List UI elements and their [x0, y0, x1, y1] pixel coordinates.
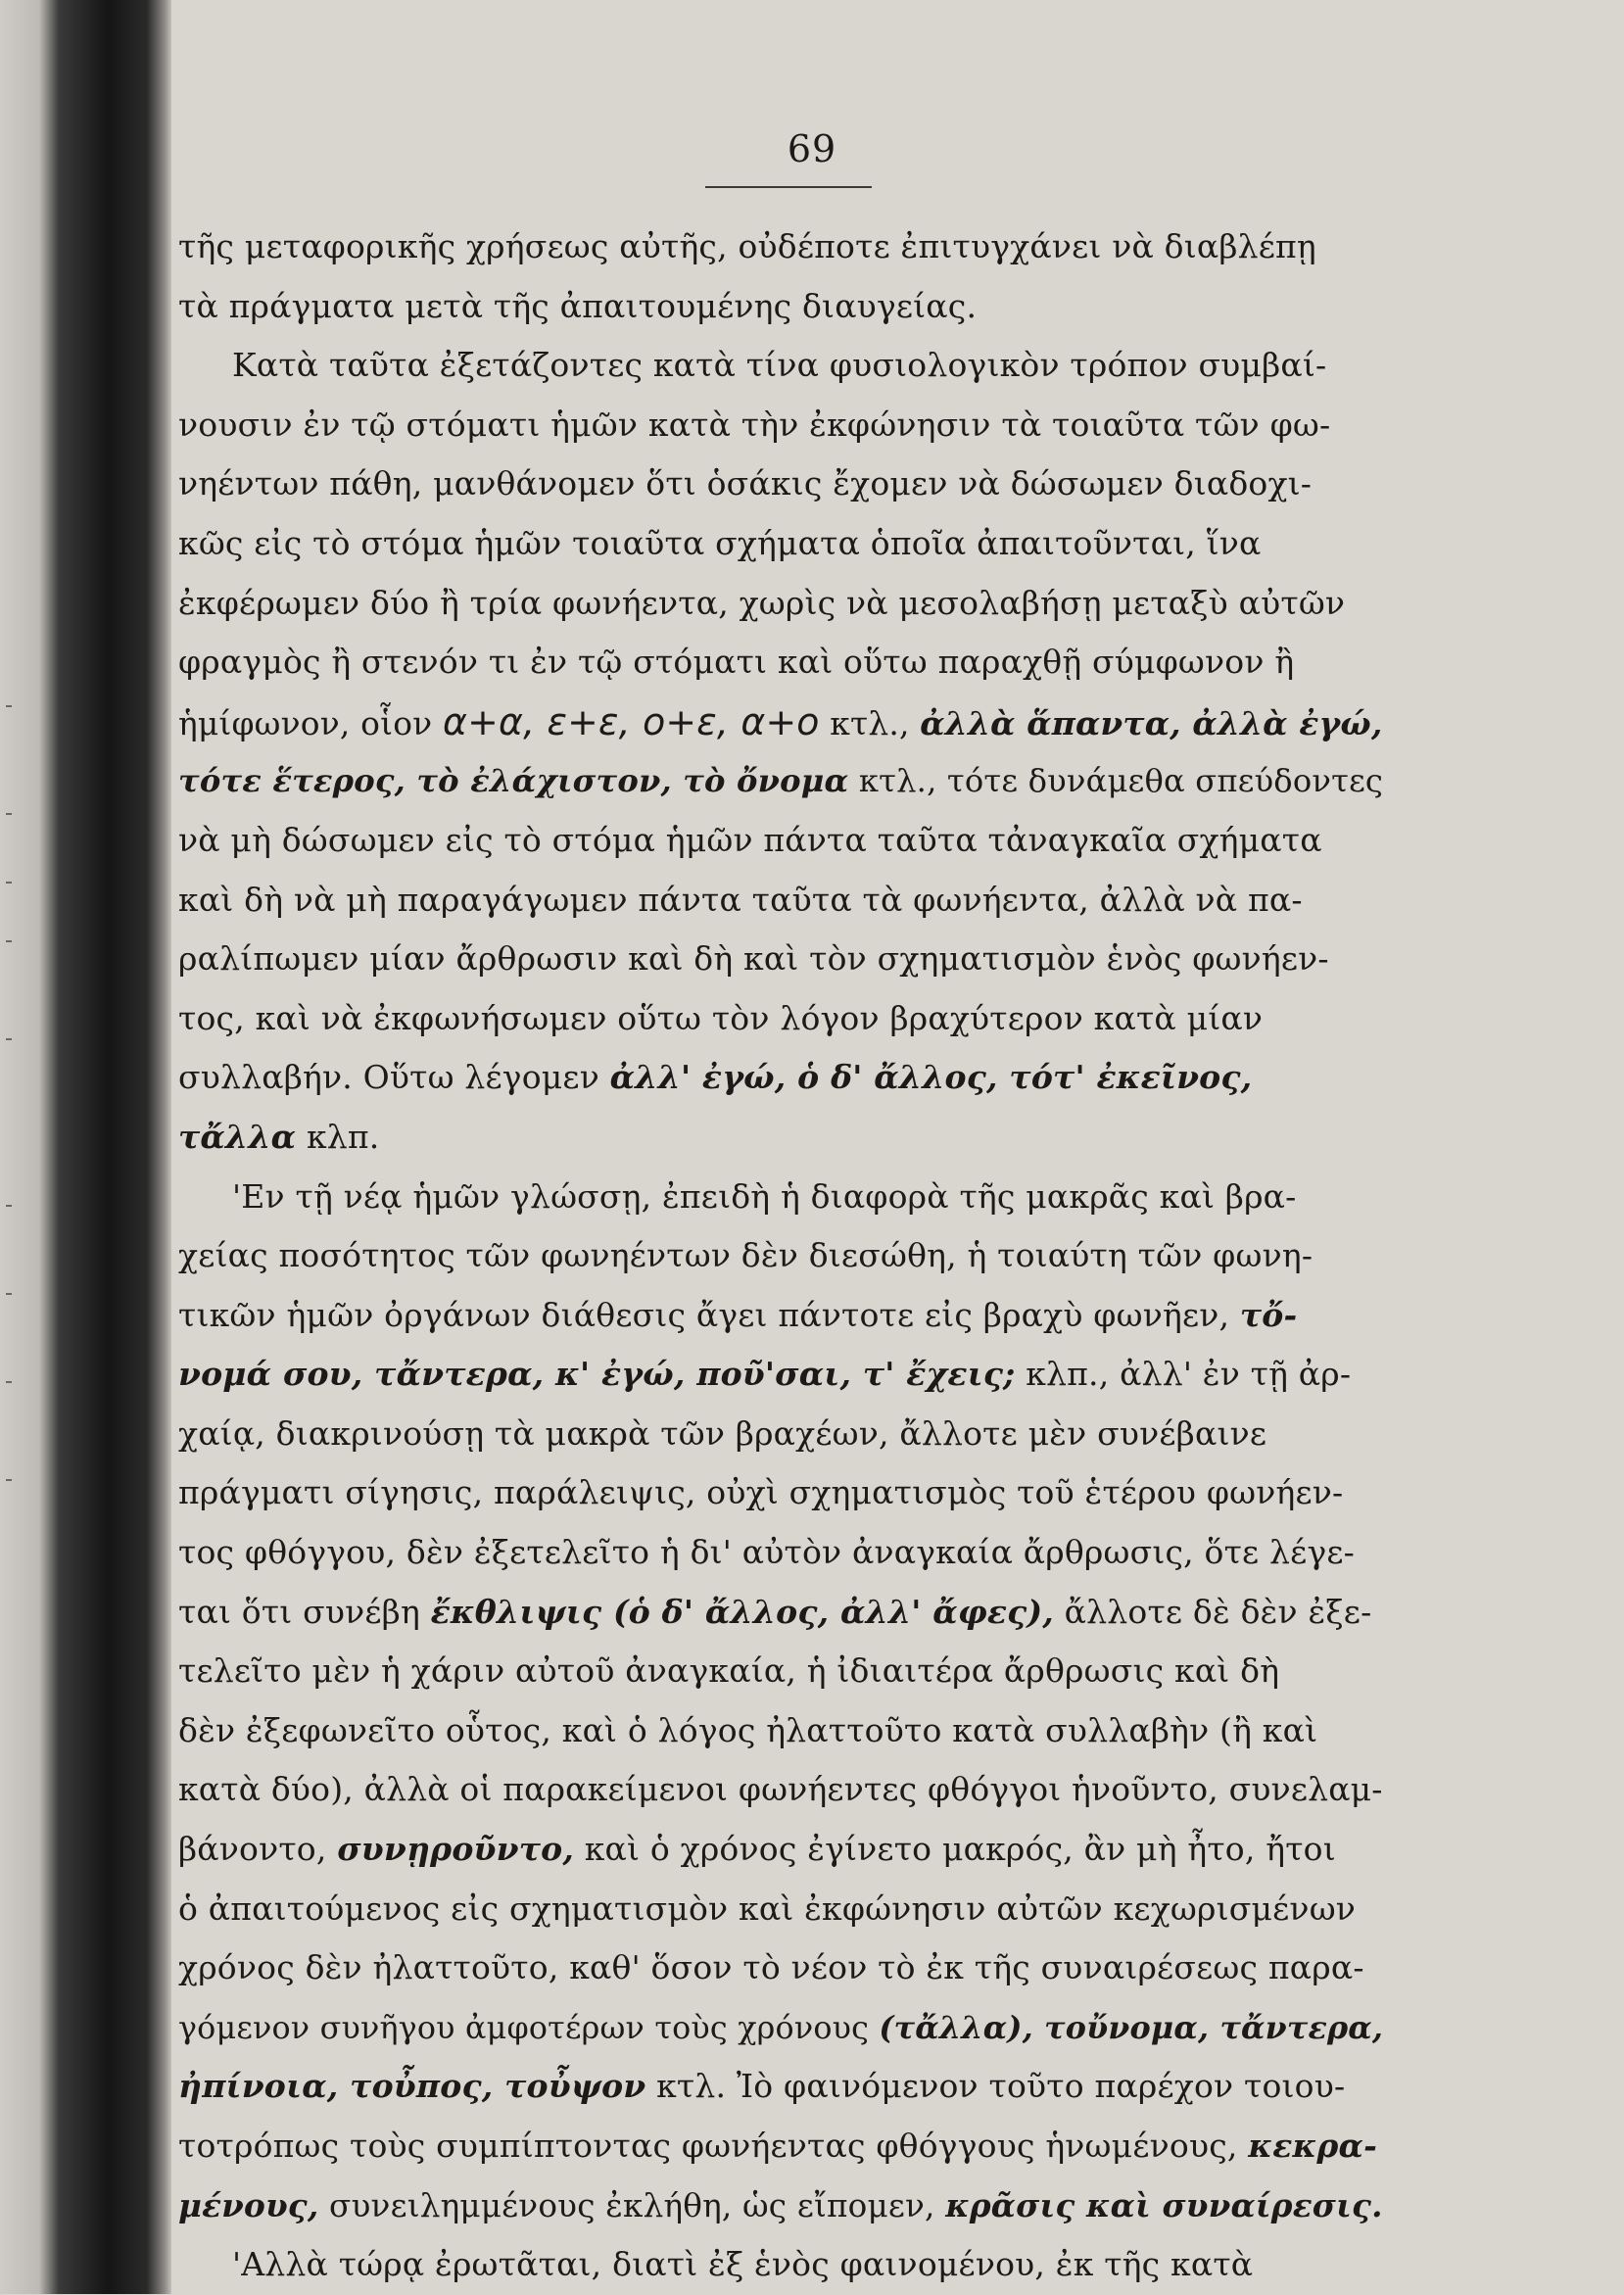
text-line — [178, 514, 1383, 574]
edge-mark — [6, 1293, 12, 1295]
text-segment: ὁ ἀπαιτούμενος εἰς σχηματισμὸν καὶ ἐκφώνησιν αὐτῶν κεχωρισμένων — [178, 1889, 1357, 1928]
text-line — [178, 277, 1383, 337]
text-segment: τος, καὶ νὰ ἐκφωνήσωμεν οὕτω τὸν λόγον βραχύτερον κατὰ μίαν — [178, 998, 1264, 1037]
edge-mark — [6, 1479, 12, 1481]
text-segment: ραλίπωμεν μίαν ἄρθρωσιν καὶ δὴ καὶ τὸν σχηματισμὸν ἑνὸς φωνήεν- — [178, 939, 1329, 979]
text-line — [178, 1938, 1383, 1998]
text-line — [178, 454, 1383, 514]
text-segment: νουσιν ἐν τῷ στόματι ἡμῶν κατὰ τὴν ἐκφώνησιν τὰ τοιαῦτα τῶν φω- — [178, 405, 1331, 444]
text-line — [178, 633, 1383, 693]
emphasized-text: συνῃροῦντο, — [337, 1830, 575, 1869]
text-segment: συλλαβήν. Οὕτω λέγομεν — [178, 1058, 610, 1097]
text-line — [178, 693, 1383, 752]
text-segment: κλπ., ἀλλ' ἐν τῇ ἀρ- — [1015, 1355, 1352, 1394]
emphasized-text: νομά σου, τἄντερα, κ' ἐγώ, ποῦ'σαι, τ' ἔχεις; — [178, 1355, 1016, 1394]
edge-mark — [6, 1038, 12, 1040]
text-segment: πράγματι σίγησις, παράλειψις, οὐχὶ σχηματισμὸς τοῦ ἑτέρου φωνήεν- — [178, 1473, 1344, 1512]
emphasized-text: ἔκθλιψις (ὁ δ' ἄλλος, ἀλλ' ἄφες), — [430, 1592, 1054, 1631]
edge-mark — [6, 705, 12, 707]
text-line — [178, 2235, 1383, 2295]
text-line — [178, 2117, 1383, 2176]
text-line — [178, 811, 1383, 871]
text-segment: 'Εν τῇ νέᾳ ἡμῶν γλώσσῃ, ἐπειδὴ ἡ διαφορὰ τῆς μακρᾶς καὶ βρα- — [232, 1176, 1297, 1216]
text-line — [178, 751, 1383, 811]
emphasized-text: τότε ἕτερος, τὸ ἐλάχιστον, τὸ ὄνομα — [178, 762, 849, 800]
emphasized-text: ἀλλὰ ἅπαντα, ἀλλὰ ἐγώ, — [920, 703, 1383, 742]
text-segment: 'Αλλὰ τώρᾳ ἐρωτᾶται, διατὶ ἐξ ἑνὸς φαινομένου, ἐκ τῆς κατὰ — [232, 2245, 1254, 2284]
text-line — [178, 2176, 1383, 2236]
text-line — [178, 1168, 1383, 1227]
text-line — [178, 1405, 1383, 1464]
emphasized-text: κρᾶσις καὶ συναίρεσις. — [945, 2185, 1383, 2224]
text-line — [178, 1760, 1383, 1820]
text-segment: κτλ., τότε δυνάμεθα σπεύδοντες — [848, 762, 1383, 800]
edge-mark — [6, 940, 12, 942]
text-segment: Κατὰ ταῦτα ἐξετάζοντες κατὰ τίνα φυσιολογικὸν τρόπον συμβαί- — [232, 346, 1327, 385]
edge-mark — [6, 882, 12, 884]
text-segment: κτλ. Ἰὸ φαινόμενον τοῦτο παρέχον τοιου- — [645, 2067, 1346, 2106]
text-segment: κῶς εἰς τὸ στόμα ἡμῶν τοιαῦτα σχήματα ὁποῖα ἀπαιτοῦνται, ἵνα — [178, 523, 1262, 562]
edge-marks — [0, 0, 20, 2294]
text-line — [178, 396, 1383, 455]
edge-mark — [6, 813, 12, 815]
text-line — [178, 217, 1383, 277]
text-line — [178, 336, 1383, 396]
text-segment: φραγμὸς ἢ στενόν τι ἐν τῷ στόματι καὶ οὕτω παραχθῇ σύμφωνον ἢ — [178, 643, 1295, 682]
text-segment: καὶ δὴ νὰ μὴ παραγάγωμεν πάντα ταῦτα τὰ φωνήεντα, ἀλλὰ νὰ πα- — [178, 880, 1303, 919]
text-line — [178, 1108, 1383, 1168]
emphasized-text: μένους, — [178, 2185, 319, 2224]
text-segment: κατὰ δύο), ἀλλὰ οἱ παρακείμενοι φωνήεντες φθόγγοι ἡνοῦντο, συνελαμ- — [178, 1770, 1383, 1809]
text-line — [178, 1523, 1383, 1583]
text-line — [178, 1286, 1383, 1346]
emphasized-text: τὄ- — [1239, 1295, 1298, 1334]
text-segment: τὰ πράγματα μετὰ τῆς ἀπαιτουμένης διαυγείας. — [178, 286, 978, 325]
text-segment: χρόνος δὲν ἠλαττοῦτο, καθ' ὅσον τὸ νέον τὸ ἐκ τῆς συναιρέσεως παρα- — [178, 1948, 1364, 1987]
text-segment: τῆς μεταφορικῆς χρήσεως αὐτῆς, οὐδέποτε ἐπιτυγχάνει νὰ διαβλέπῃ — [178, 227, 1316, 265]
text-segment: τελεῖτο μὲν ἡ χάριν αὐτοῦ ἀναγκαία, ἡ ἰδιαιτέρα ἄρθρωσις καὶ δὴ — [178, 1651, 1280, 1691]
text-segment: χαίᾳ, διακρινούσῃ τὰ μακρὰ τῶν βραχέων, ἄλλοτε μὲν συνέβαινε — [178, 1413, 1267, 1453]
page-number: 69 — [787, 127, 837, 170]
text-segment: κλπ. — [296, 1117, 380, 1156]
text-segment: βάνοντο, — [178, 1830, 338, 1869]
text-line — [178, 930, 1383, 989]
emphasized-text: τἄλλα — [178, 1117, 297, 1156]
text-line — [178, 1583, 1383, 1643]
text-line — [178, 1048, 1383, 1108]
emphasized-text: ἠπίνοια, τοὖπος, τοὖψον — [178, 2067, 646, 2106]
text-line — [178, 989, 1383, 1049]
text-line — [178, 1226, 1383, 1286]
text-segment: δὲν ἐξεφωνεῖτο οὗτος, καὶ ὁ λόγος ἠλαττοῦτο κατὰ συλλαβὴν (ἢ καὶ — [178, 1710, 1318, 1749]
text-line — [178, 1463, 1383, 1523]
text-line — [178, 871, 1383, 931]
text-segment: χείας ποσότητος τῶν φωνηέντων δὲν διεσώθη, ἡ τοιαύτη τῶν φωνη- — [178, 1236, 1314, 1275]
text-segment: συνειλημμένους ἐκλήθη, ὡς εἴπομεν, — [318, 2186, 946, 2224]
text-line — [178, 1820, 1383, 1880]
text-line — [178, 2057, 1383, 2117]
text-segment: ται ὅτι συνέβη — [178, 1592, 431, 1631]
body-text — [178, 217, 1383, 2295]
text-segment: τικῶν ἡμῶν ὀργάνων διάθεσις ἄγει πάντοτε εἰς βραχὺ φωνῆεν, — [178, 1295, 1240, 1334]
text-segment: γόμενον συνῆγου ἀμφοτέρων τοὺς χρόνους — [178, 2010, 880, 2046]
text-line — [178, 1701, 1383, 1761]
text-segment: τοτρόπως τοὺς συμπίπτοντας φωνήεντας φθόγγους ἡνωμένους, — [178, 2127, 1249, 2165]
text-segment: ἐκφέρωμεν δύο ἢ τρία φωνήεντα, χωρὶς νὰ μεσολαβήσῃ μεταξὺ αὐτῶν — [178, 583, 1346, 622]
text-line — [178, 574, 1383, 634]
text-line — [178, 1642, 1383, 1701]
edge-mark — [6, 1205, 12, 1207]
text-segment: κτλ., — [819, 704, 921, 742]
header-rule — [705, 186, 872, 188]
edge-mark — [6, 1381, 12, 1383]
text-line — [178, 1345, 1383, 1405]
text-segment: νηέντων πάθη, μανθάνομεν ὅτι ὁσάκις ἔχομεν νὰ δώσωμεν διαδοχι- — [178, 464, 1313, 503]
text-segment: καὶ ὁ χρόνος ἐγίνετο μακρός, ἂν μὴ ἦτο, ἤτοι — [574, 1830, 1336, 1869]
emphasized-text: α+α, ε+ε, ο+ε, α+ο — [442, 699, 820, 743]
emphasized-text: κεκρα- — [1248, 2127, 1378, 2165]
text-line — [178, 1880, 1383, 1939]
text-line — [178, 1998, 1383, 2058]
emphasized-text: (τἄλλα), τοὔνομα, τἄντερα, — [879, 2009, 1383, 2046]
text-segment: ἄλλοτε δὲ δὲν ἐξε- — [1053, 1592, 1372, 1631]
text-segment: τος φθόγγου, δὲν ἐξετελεῖτο ἡ δι' αὐτὸν ἀναγκαία ἄρθρωσις, ὅτε λέγε- — [178, 1533, 1356, 1572]
text-segment: ἡμίφωνον, οἷον — [178, 704, 443, 742]
binding-shadow — [0, 0, 171, 2294]
text-segment: νὰ μὴ δώσωμεν εἰς τὸ στόμα ἡμῶν πάντα ταῦτα τἀναγκαῖα σχήματα — [178, 820, 1322, 859]
emphasized-text: ἀλλ' ἐγώ, ὁ δ' ἄλλος, τότ' ἐκεῖνος, — [609, 1058, 1253, 1097]
